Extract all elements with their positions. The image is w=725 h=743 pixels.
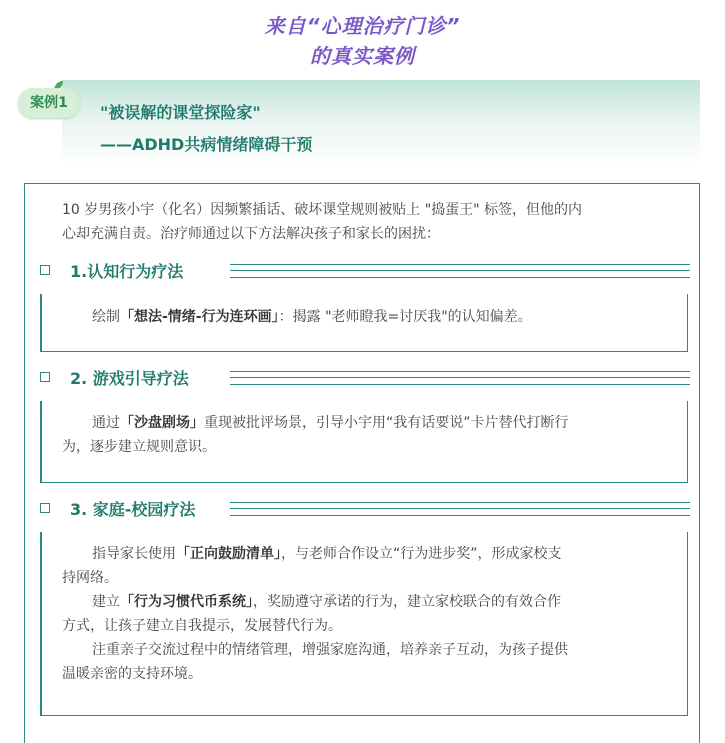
section-1-heading — [40, 258, 191, 282]
section-3-divider — [230, 502, 690, 516]
section-1-paragraph: 绘制「想法-情绪-行为连环画」：揭露 "老师瞪我=讨厌我"的认知偏差。 — [92, 309, 532, 325]
header-line-2: 的真实案例 — [310, 44, 415, 68]
section-2-divider — [230, 371, 690, 385]
section-2-paragraph: 通过「沙盘剧场」重现被批评场景，引导小宇用“我有话要说”卡片替代打断行 为，逐步建立规则意识。 — [62, 415, 569, 455]
section-1-divider — [230, 264, 690, 278]
section-3-paragraphs: 指导家长使用「正向鼓励清单」，与老师合作设立“行为进步奖”，形成家校支 持网络。 建立「行为习惯代币系统」，奖励遵守承诺的行为，建立家校联合的有效合作 方式，让孩子建立自我提示，发展替代行为。 注重亲子交流过程中的情绪管理，增强家庭沟通，培养亲子互动，为孩子提供 温暖亲密的支持环境。 — [62, 546, 568, 682]
intro-paragraph: 10 岁男孩小宇（化名）因频繁插话、破坏课堂规则被贴上 "捣蛋王" 标签，但他的内 心却充满自责。治疗师通过以下方法解决孩子和家长的困扰： — [62, 202, 583, 242]
section-3-heading — [40, 496, 203, 520]
case-subtitle: ——ADHD共病情绪障碍干预 — [100, 135, 313, 154]
square-bullet-icon — [40, 265, 50, 275]
section-2-heading — [40, 365, 197, 389]
case-title: "被误解的课堂探险家" — [100, 103, 261, 122]
case-badge: 案例1 — [18, 88, 80, 118]
section-3-title: 3. 家庭-校园疗法 — [70, 499, 196, 519]
section-2-title: 2. 游戏引导疗法 — [70, 368, 189, 388]
section-1-title: 1.认知行为疗法 — [70, 261, 184, 281]
square-bullet-icon — [40, 372, 50, 382]
square-bullet-icon — [40, 503, 50, 513]
header-line-1: 来自“心理治疗门诊” — [264, 14, 461, 38]
